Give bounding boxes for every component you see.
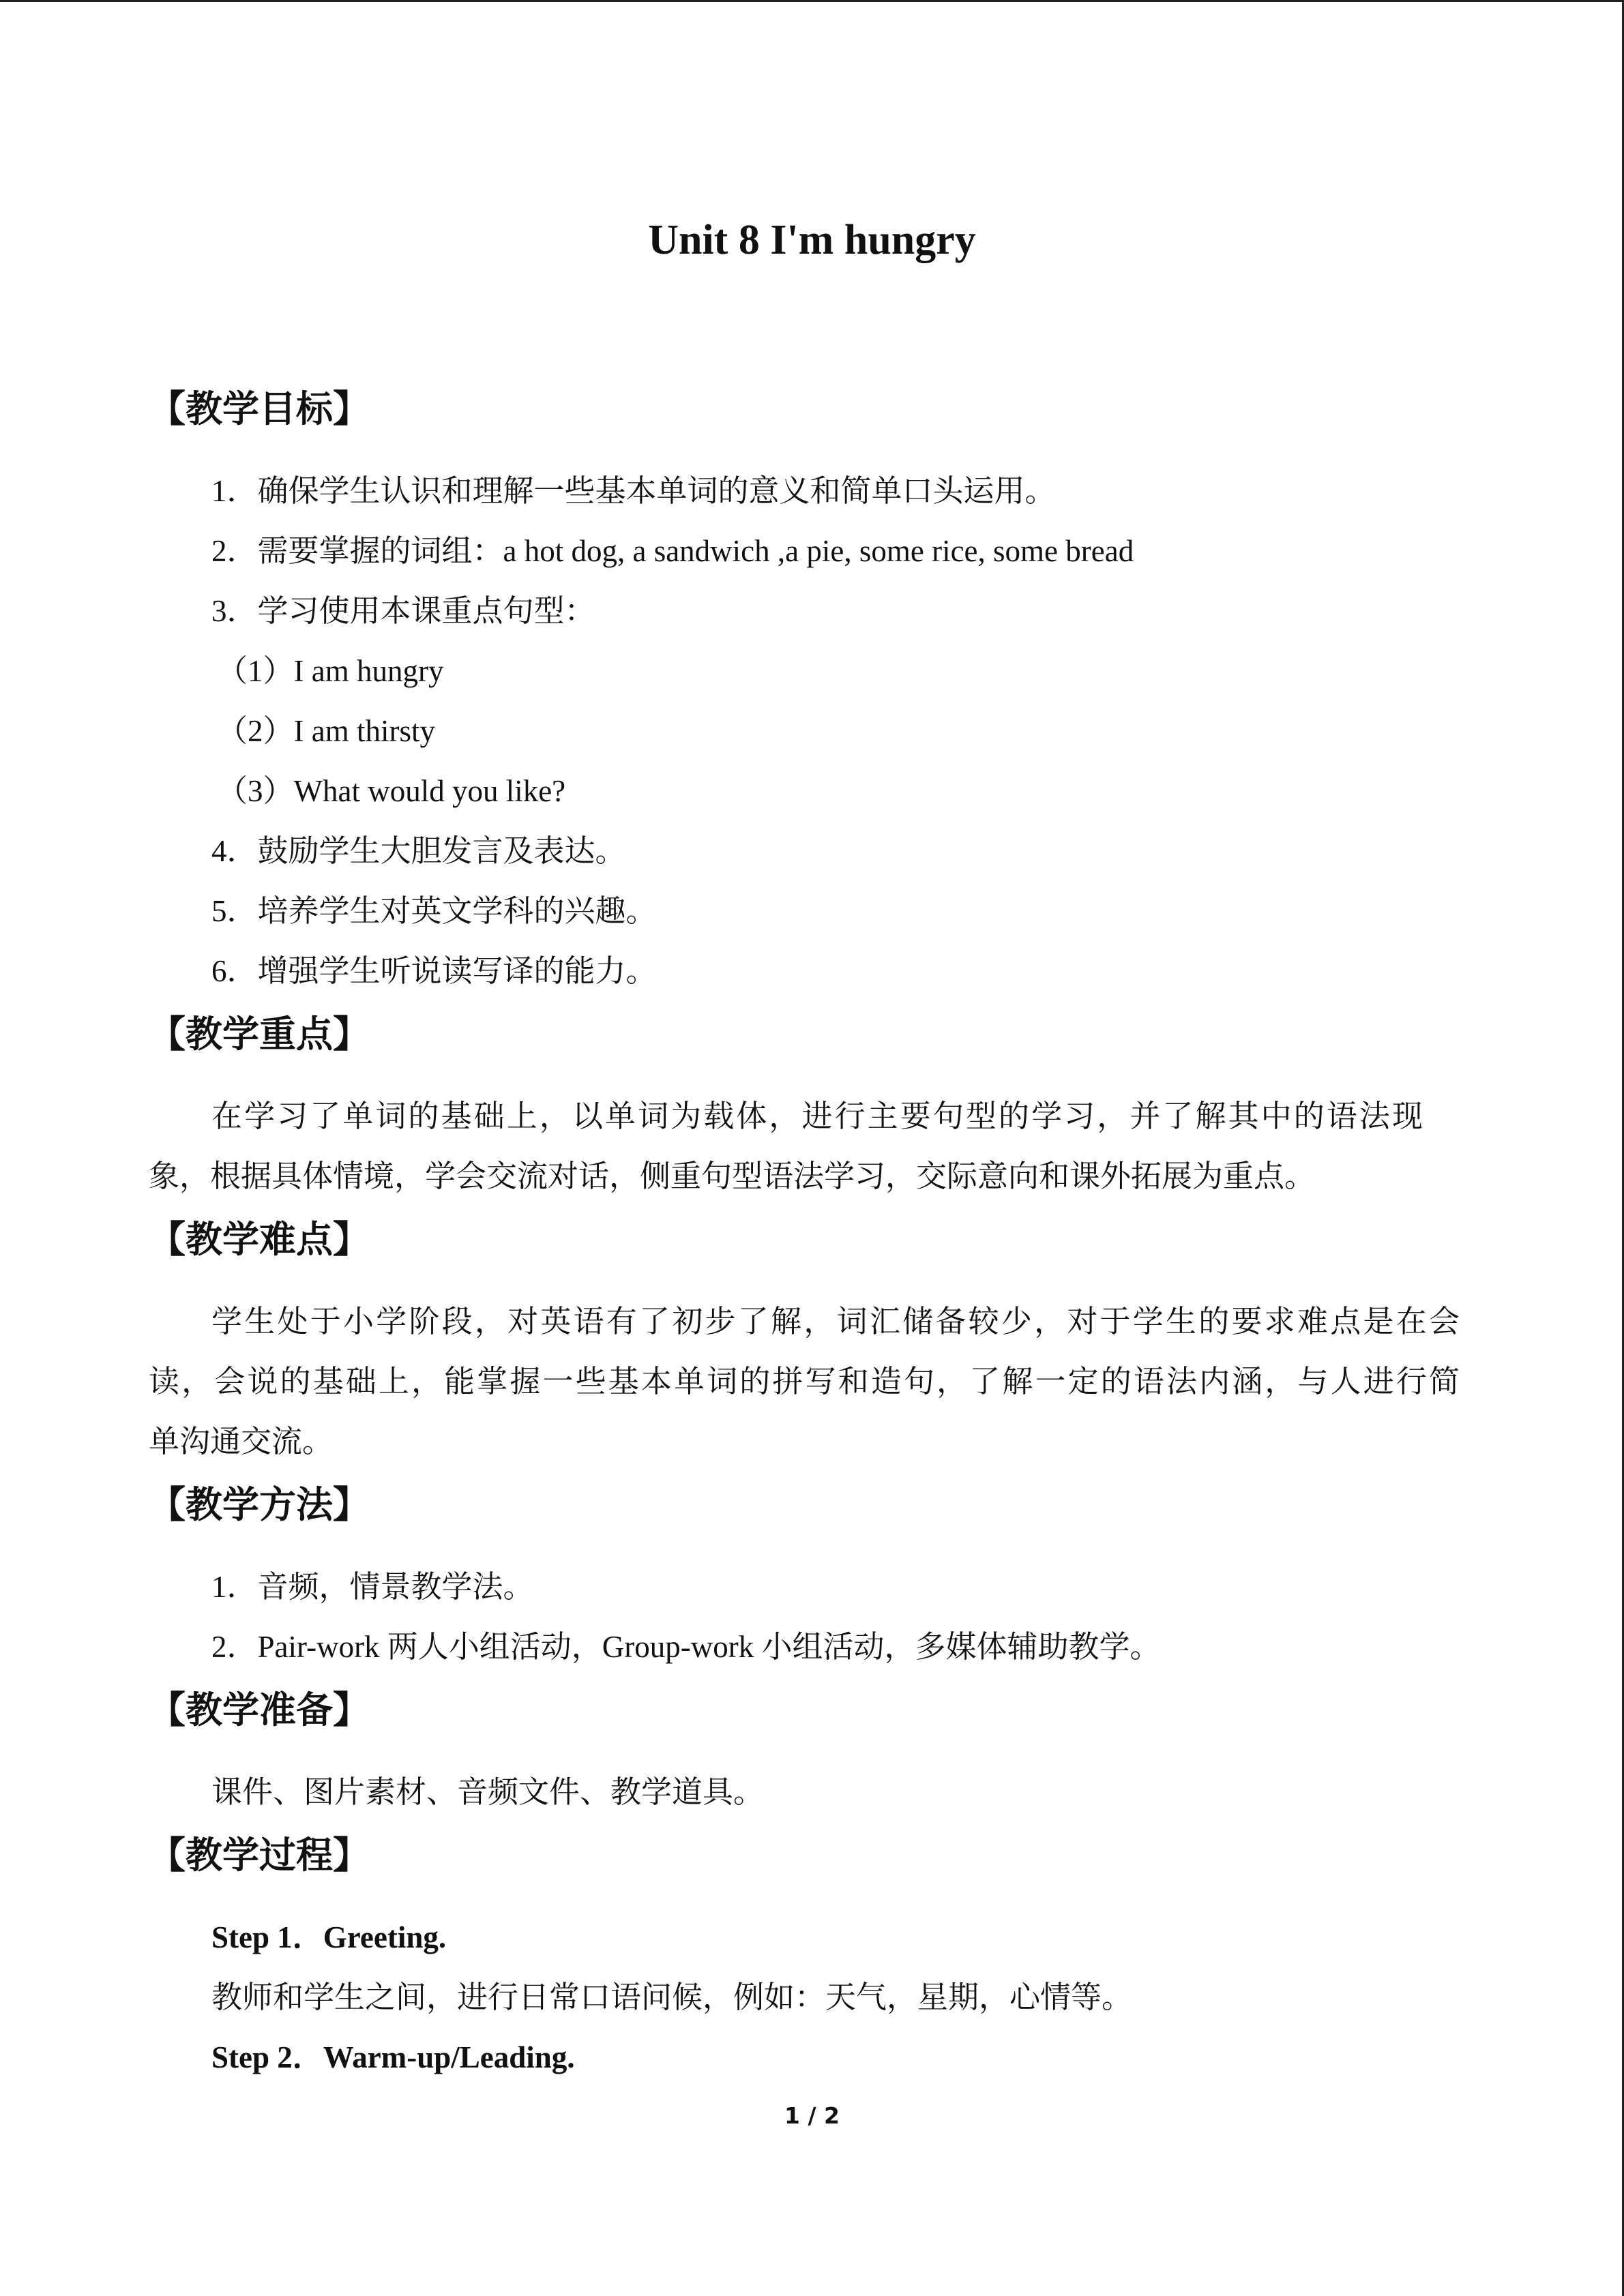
difficulties-line: 单沟通交流。: [149, 1425, 334, 1459]
method-item: 2．Pair-work 两人小组活动，Group-work 小组活动，多媒体辅助教学。: [211, 1630, 1161, 1664]
heading-objectives: 【教学目标】: [149, 387, 370, 430]
objective-item: 4．鼓励学生大胆发言及表达。: [211, 834, 626, 868]
difficulties-line: 读，会说的基础上，能掌握一些基本单词的拼写和造句，了解一定的语法内涵，与人进行简: [149, 1365, 1460, 1399]
objective-item: 2．需要掌握的词组：a hot dog, a sandwich ,a pie, some rice, some bread: [211, 534, 1134, 568]
step-1-text: 教师和学生之间，进行日常口语问候，例如：天气，星期，心情等。: [211, 1980, 1133, 2014]
heading-key-points: 【教学重点】: [149, 1013, 370, 1056]
page-border-top: [0, 0, 1624, 2]
heading-preparation: 【教学准备】: [149, 1688, 370, 1731]
objective-item: 5．培养学生对英文学科的兴趣。: [211, 894, 657, 928]
objective-sub-item: （1）I am hungry: [217, 654, 444, 688]
objective-item: 1．确保学生认识和理解一些基本单词的意义和简单口头运用。: [211, 474, 1056, 508]
objective-sub-item: （2）I am thirsty: [217, 714, 435, 748]
heading-difficulties: 【教学难点】: [149, 1218, 370, 1261]
objective-item: 6．增强学生听说读写译的能力。: [211, 954, 657, 988]
step-1-title: Step 1．Greeting.: [211, 1920, 447, 1954]
key-points-line: 象，根据具体情境，学会交流对话，侧重句型语法学习，交际意向和课外拓展为重点。: [149, 1159, 1316, 1193]
preparation-text: 课件、图片素材、音频文件、教学道具。: [211, 1775, 765, 1809]
heading-process: 【教学过程】: [149, 1834, 370, 1877]
difficulties-line: 学生处于小学阶段，对英语有了初步了解，词汇储备较少，对于学生的要求难点是在会: [211, 1304, 1460, 1339]
method-item: 1．音频，情景教学法。: [211, 1570, 534, 1604]
heading-methods: 【教学方法】: [149, 1483, 370, 1526]
step-2-title: Step 2．Warm-up/Leading.: [211, 2040, 575, 2074]
key-points-line: 在学习了单词的基础上，以单词为载体，进行主要句型的学习，并了解其中的语法现: [211, 1099, 1423, 1133]
objective-item: 3．学习使用本课重点句型：: [211, 594, 595, 628]
document-title: Unit 8 I'm hungry: [648, 217, 976, 263]
objective-sub-item: （3）What would you like?: [217, 774, 566, 808]
page-number: 1 / 2: [784, 2102, 840, 2129]
